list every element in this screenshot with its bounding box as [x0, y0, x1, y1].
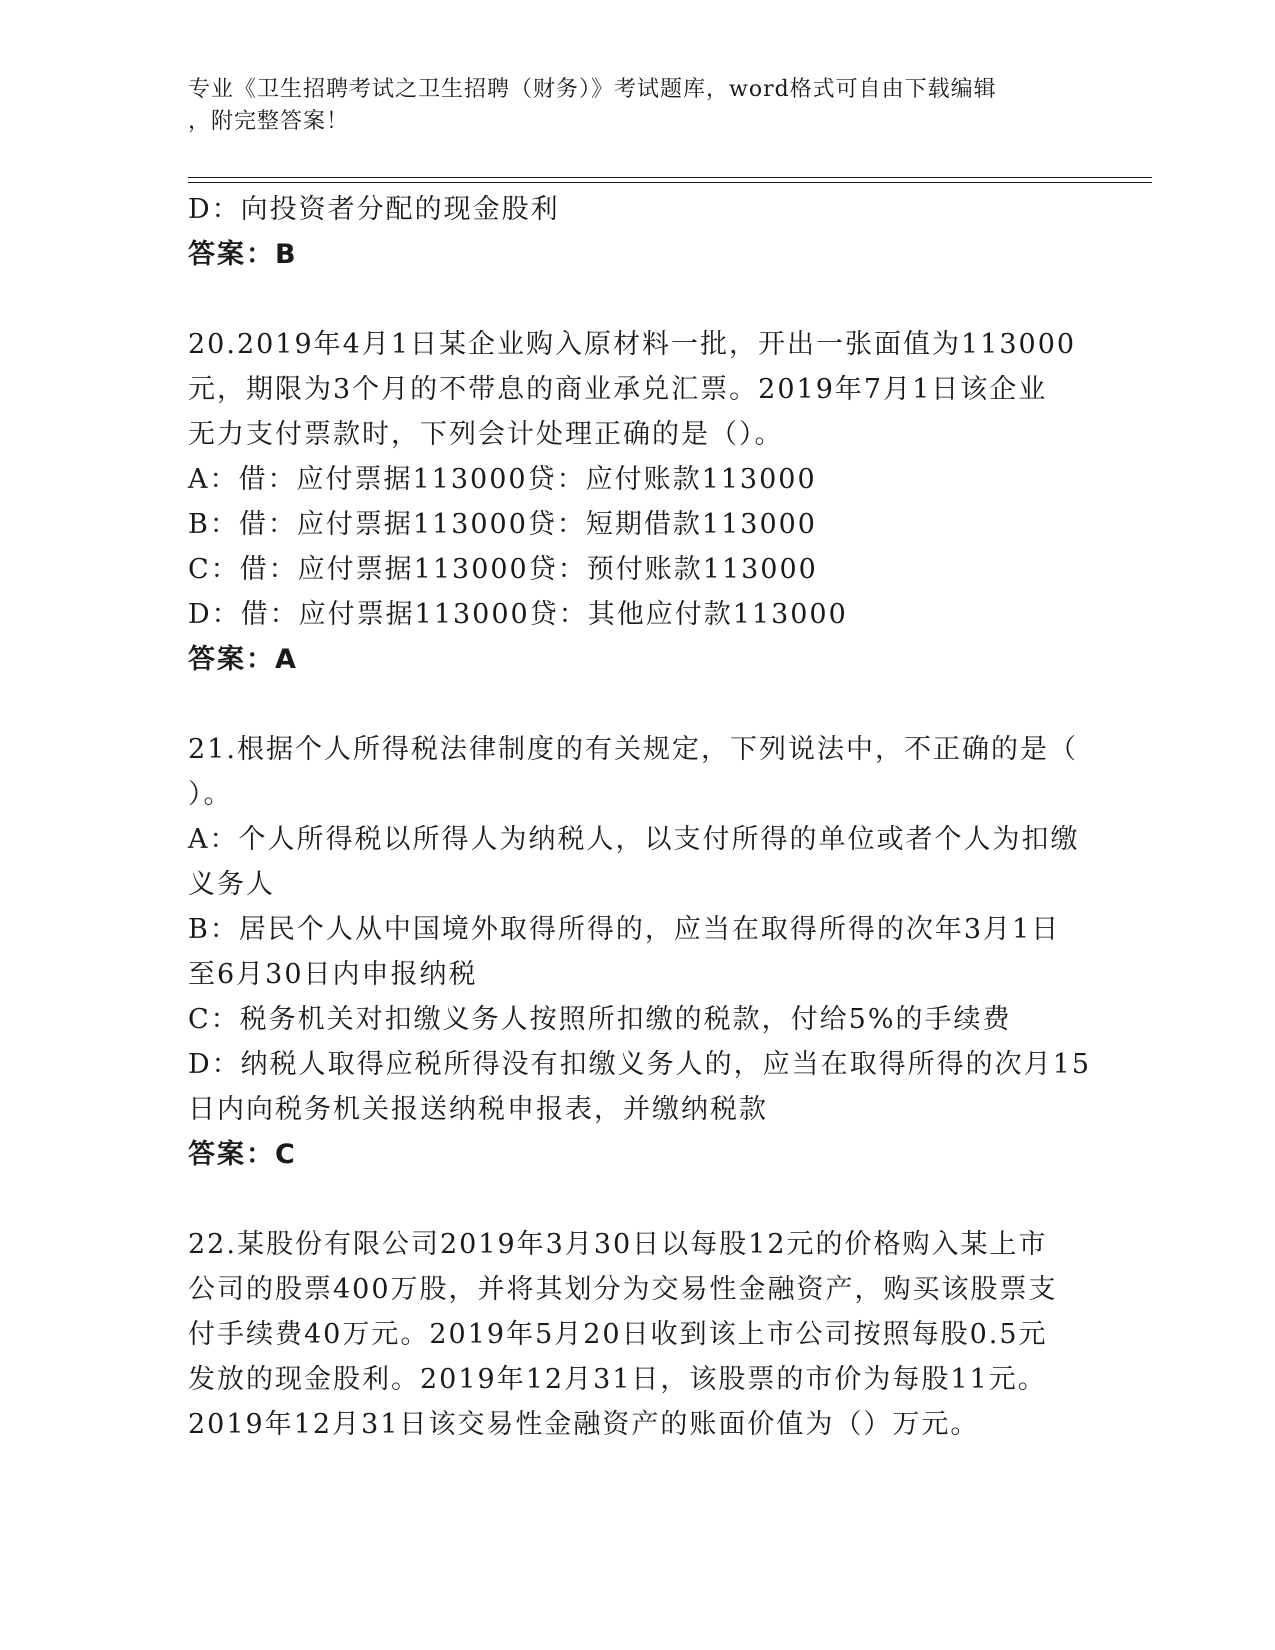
question-stem-line: 21.根据个人所得税法律制度的有关规定，下列说法中，不正确的是（: [188, 734, 1078, 765]
option-c: C：借：应付票据113000贷：预付账款113000: [188, 554, 818, 585]
question-21: [188, 727, 1092, 1177]
option-a-line: 义务人: [188, 869, 275, 900]
option-d-line: 日内向税务机关报送纳税申报表，并缴纳税款: [188, 1094, 768, 1125]
option-b: B：借：应付票据113000贷：短期借款113000: [188, 509, 817, 540]
spacer: [188, 682, 1088, 727]
spacer: [188, 1177, 1088, 1222]
option-a-line: A：个人所得税以所得人为纳税人，以支付所得的单位或者个人为扣缴: [188, 824, 1080, 855]
option-d: D：借：应付票据113000贷：其他应付款113000: [188, 599, 848, 630]
question-20: [188, 322, 1088, 682]
spacer: [188, 277, 1088, 322]
question-stem-line: ）。: [188, 779, 233, 810]
option-b-line: B：居民个人从中国境外取得所得的，应当在取得所得的次年3月1日: [188, 914, 1061, 945]
question-stem-line: 2019年12月31日该交易性金融资产的账面价值为（）万元。: [188, 1409, 980, 1440]
document-header: [188, 74, 1068, 138]
question-stem-line: 无力支付票款时，下列会计处理正确的是（）。: [188, 419, 784, 450]
question-stem-line: 公司的股票400万股，并将其划分为交易性金融资产，购买该股票支: [188, 1274, 1058, 1305]
header-line-1: 专业《卫生招聘考试之卫生招聘（财务）》考试题库，word格式可自由下载编辑: [188, 77, 997, 102]
question-content: [188, 187, 1092, 1447]
question-stem-line: 22.某股份有限公司2019年3月30日以每股12元的价格购入某上市: [188, 1229, 1048, 1260]
question-stem-line: 发放的现金股利。2019年12月31日，该股票的市价为每股11元。: [188, 1364, 1047, 1395]
answer-label: 答案：C: [188, 1139, 297, 1170]
option-d: D：向投资者分配的现金股利: [188, 194, 560, 225]
question-stem-line: 付手续费40万元。2019年5月20日收到该上市公司按照每股0.5元: [188, 1319, 1048, 1350]
option-a: A：借：应付票据113000贷：应付账款113000: [188, 464, 817, 495]
header-line-2: ，附完整答案！: [188, 109, 350, 134]
header-divider-bottom: [188, 182, 1152, 183]
answer-label: 答案：B: [188, 239, 298, 270]
question-stem-line: 元，期限为3个月的不带息的商业承兑汇票。2019年7月1日该企业: [188, 374, 1048, 405]
question-19-tail: [188, 187, 1088, 277]
option-b-line: 至6月30日内申报纳税: [188, 959, 478, 990]
header-divider-top: [188, 177, 1152, 178]
question-stem-line: 20.2019年4月1日某企业购入原材料一批，开出一张面值为113000: [188, 329, 1077, 360]
question-22: [188, 1222, 1088, 1447]
option-d-line: D：纳税人取得应税所得没有扣缴义务人的，应当在取得所得的次月15: [188, 1049, 1092, 1080]
option-c-line: C：税务机关对扣缴义务人按照所扣缴的税款，付给5%的手续费: [188, 1004, 1012, 1035]
answer-label: 答案：A: [188, 644, 298, 675]
